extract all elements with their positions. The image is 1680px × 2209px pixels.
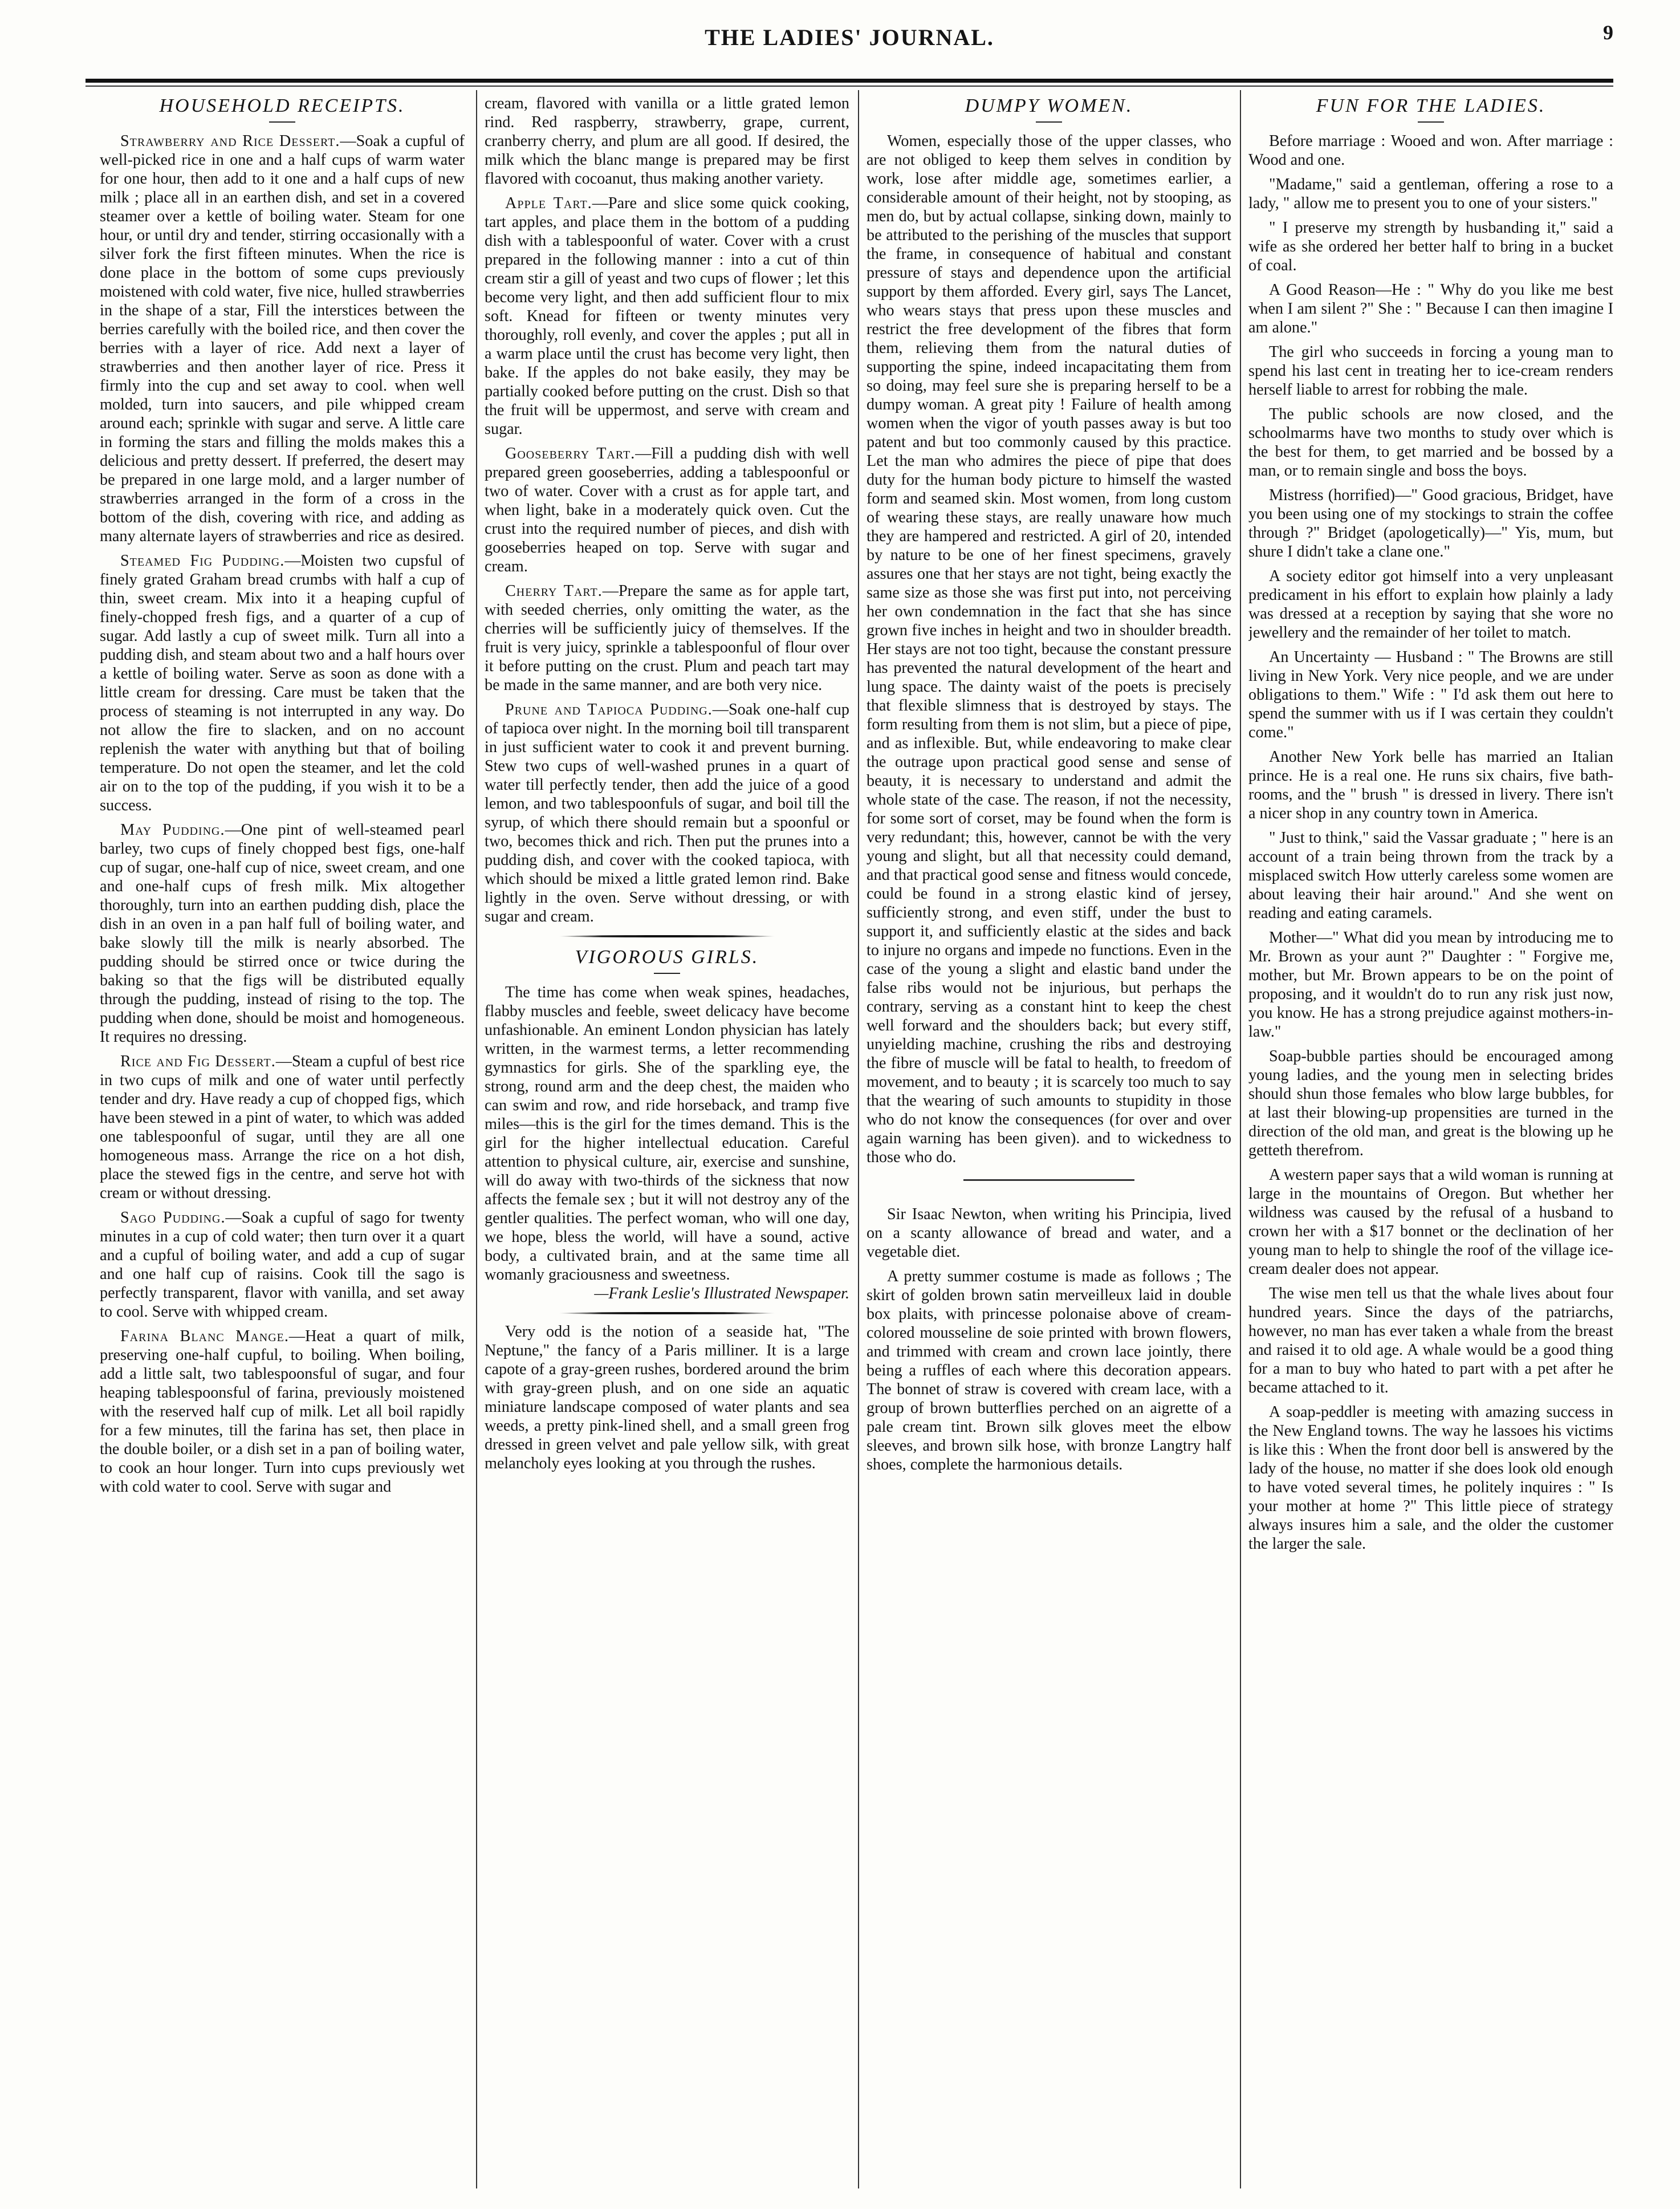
joke-paragraph: An Uncertainty — Husband : " The Browns are still living in New York. Very nice people, and we are under obligations to them." Wife : " I'd ask them out here to spend the summer with us if I was certain they couldn't come." [1248,648,1613,741]
article-text: The time has come when weak spines, headaches, flabby muscles and feeble, sweet delicacy have become unfashionable. An eminent London physician has lately written, in the warmest terms, a letter recommending gymnastics for girls. She of the sparkling eye, the strong, round arm and the deep chest, the maiden who can swim and row, and ride horseback, and tramp five miles—this is the girl for the times demand. This is the girl for the higher intellectual education. Careful attention to physical culture, air, exercise and sunshine, will do away with two-thirds of the sickness that now affects the female sex ; but it will not destroy any of the gentler qualities. The perfect woman, who will one day, we hope, bless the world, will have a sound, active body, a cultivated brain, and at the same time all womanly graciousness and sweetness. [485,984,849,1284]
recipe-text: —Fill a pudding dish with well prepared green gooseberries, adding a tablespoonful or two of water. Cover with a crust as for apple tart, and when light, bake in a moderately quick oven. Cut the crust into the required number of pieces, and dish with gooseberries heaped on top. Serve with sugar and cream. [485,445,849,575]
column-divider [858,90,859,2188]
recipe-text: —Steam a cupful of best rice in two cups of milk and one of water until perfectly tender and dry. Have ready a cup of chopped figs, which have been stewed in a pint of water, to which was added one tablespoonful of sugar, until they are all one homogeneous mass. Arrange the rice on a hot dish, place the stewed figs in the centre, and serve hot with cream or without dressing. [100,1053,465,1202]
joke-paragraph: Mother—" What did you mean by introducing me to Mr. Brown as your aunt ?" Daughter : " Forgive me, mother, but Mr. Brown appears to be on the point of proposing, and it wouldn't do to run any risk just now, you know. He has a strong prejudice against mothers-in-law." [1248,929,1613,1041]
recipe-text: —Prepare the same as for apple tart, with seeded cherries, only omitting the water, as the cherries will be sufficiently juicy of themselves. If the fruit is very juicy, sprinkle a tablespoonful of flour over it before putting on the crust. Plum and peach tart may be made in the same manner, and are both very nice. [485,582,849,694]
joke-paragraph: " I preserve my strength by husbanding it," said a wife as she ordered her better half to bring in a bucket of coal. [1248,219,1613,274]
joke-paragraph: The wise men tell us that the whale lives about four hundred years. Since the days of the patriarchs, however, no man has ever taken a whale from the breast and raised it to old age. A whale would be a good thing for a man to buy who hated to part with a pet after he became attached to it. [1248,1285,1613,1396]
masthead-rule-thick [86,79,1613,83]
recipe-title: Rice and Fig Dessert. [120,1053,276,1070]
joke-paragraph: " Just to think," said the Vassar graduate ; " here is an account of a train being thrown from the track by a misplaced switch How utterly careless some women are about leaving their hair around." And she went on reading and eating caramels. [1248,829,1613,922]
column-fun-for-ladies [1248,94,1613,2187]
column-dumpy-women [867,94,1231,2187]
masthead-rule-thin [86,86,1613,87]
section-heading: DUMPY WOMEN. [965,95,1133,116]
section-heading: VIGOROUS GIRLS. [575,947,759,968]
recipe-continuation: cream, flavored with vanilla or a little grated lemon rind. Red raspberry, strawberry, grape, current, cranberry cherry, and plum are all good. If desired, the milk which the blanc mange is prepared may be first flavored with cocoanut, thus making another variety. [485,95,849,188]
article-text: A pretty summer costume is made as follows ; The skirt of golden brown satin merveilleux laid in double box plaits, with princesse polonaise above of cream-colored mousseline de soie printed with brown flowers, and trimmed with cream and crown lace jointly, there being a ruffles of each where this decoration appears. The bonnet of straw is covered with cream lace, with a group of brown butterflies perched on an aigrette of a pale cream tint. Brown silk gloves meet the elbow sleeves, and brown silk hose, with bronze Langtry half shoes, complete the harmonious details. [867,1268,1231,1473]
recipe-title: Strawberry and Rice Dessert. [120,132,340,150]
recipe-title: Sago Pudding. [120,1209,226,1227]
recipe-title: Apple Tart. [505,194,592,212]
recipe-title: Cherry Tart. [505,582,603,600]
ornament-divider [485,1312,849,1314]
section-heading: FUN FOR THE LADIES. [1316,95,1546,116]
page-number: 9 [1603,21,1613,44]
spacer [867,1193,1231,1205]
heading-rule [1036,121,1062,123]
joke-paragraph: A Good Reason—He : " Why do you like me best when I am silent ?" She : " Because I can then imagine I am alone." [1248,281,1613,336]
recipe-text: —Heat a quart of milk, preserving one-half cupful, to boiling. When boiling, add a little salt, two tablespoonsful of sugar, and four heaping tablespoonsful of farina, previously moistened with the reserved half cup of milk. Let all boil rapidly for a few minutes, till the farina has set, then place in the double boiler, or a dish set in a pan of boiling water, to cook an hour longer. Turn into cups previously wet with cold water to cool. Serve with sugar and [100,1327,465,1496]
joke-paragraph: "Madame," said a gentleman, offering a rose to a lady, " allow me to present you to one of your sisters." [1248,176,1613,212]
ornament-divider [485,935,849,937]
recipe [100,821,465,1046]
recipe [485,582,849,695]
article-text: Very odd is the notion of a seaside hat, "The Neptune," the fancy of a Paris milliner. It is a large capote of a gray-green rushes, bordered around the brim with gray-green plush, and on one side an aquatic miniature landscape composed of water plants and sea weeds, a pretty pink-lined shell, and a small green frog dressed in green velvet and pale yellow silk, with great melancholy eyes looking at you through the rushes. [485,1323,849,1472]
joke-paragraph: A society editor got himself into a very unpleasant predicament in his effort to explain how plainly a lady was dressed at a reception by saying that she wore no jewellery and the remainder of her toilet to match. [1248,567,1613,641]
recipe-text: —Soak a cupful of sago for twenty minutes in a cup of cold water; then turn over it a quart and a cupful of boiling water, and add a cup of sugar and one half cup of raisins. Cook till the sago is perfectly transparent, flavor with vanilla, and set away to cool. Serve with whipped cream. [100,1209,465,1321]
masthead [86,23,1613,57]
recipe-title: Gooseberry Tart. [505,445,636,462]
joke-paragraph: A soap-peddler is meeting with amazing success in the New England towns. The way he lassoes his victims is like this : When the front door bell is answered by the lady of the house, no matter if she does look old enough to have voted several times, he politely inquires : " Is your mother at home ?" This little piece of strategy always insures him a sale, and the older the customer the larger the sale. [1248,1403,1613,1553]
section-separator [963,1179,1134,1181]
joke-paragraph: Another New York belle has married an Italian prince. He is a real one. He runs six chairs, five bath-rooms, and the " brush " is dressed in livery. There isn't a nicer shop in any country town in America. [1248,748,1613,822]
column-recipes-continued [485,94,849,2187]
article-text: Women, especially those of the upper classes, who are not obliged to keep them selves in condition by work, lose after middle age, sometimes earlier, a considerable amount of their height, not by stooping, as men do, but by actual collapse, sinking down, mainly to be attributed to the perishing of the muscles that support the frame, in consequence of habitual and constant pressure of stays and dependence upon the artificial support by them afforded. Every girl, says The Lancet, who wears stays that press upon these muscles and restrict the free development of the fibres that form them, relieving them from the natural duties of supporting the spine, indeed incapacitating them from so doing, may feel sure she is preparing herself to be a dumpy woman. A great pity ! Failure of health among women when the vigor of youth passes away is but too patent and but too commonly caused by this practice. Let the man who admires the piece of pipe that does duty for the human body picture to himself the wasted form and seamed skin. Most women, from long custom of wearing these stays, are really unaware how much they are hampered and restricted. A girl of 20, intended by nature to be one of her finest specimens, gravely assures one that her stays are not tight, being exactly the same size as those she was first put into, not perceiving her own condemnation in the fact that she has since grown five inches in height and two in shoulder breadth. Her stays are not too tight, because the constant pressure has prevented the natural development of the heart and lung space. The dainty waist of the poets is precisely that flexible slimness that is destroyed by stays. The form resulting from them is not slim, but a piece of pipe, and as inflexible. But, while endeavoring to make clear the outrage upon practical good sense and sense of beauty, it is necessary to understand and admit the whole state of the case. The reason, if not the necessity, for some sort of corset, may be found when the form is very redundant; this, however, cannot be with the very young and slight, but all that necessity could demand, and that practical good sense and fitness would concede, could be found in a strong elastic kind of jersey, sufficiently strong, and even stiff, under the bust to support it, and sufficiently elastic at the sides and back to injure no organs and impede no functions. Even in the case of the young a slight and elastic band under the false ribs would not be injurious, but perhaps the contrary, serving as a constant hint to keep the chest well forward and the shoulders back; but every stiff, unyielding machine, crushing the ribs and destroying the fibre of muscle will be fatal to health, to freedom of movement, and to beauty ; it is scarcely too much to say that the wearing of such amounts to stupidity in those who do not know the consequences (for over and over again warning has been given). and to wickedness to those who do. [867,132,1231,1166]
joke-paragraph: A western paper says that a wild woman is running at large in the mountains of Oregon. But whether her wildness was caused by the refusal of a husband to crown her with a $17 bonnet or the declination of her young man to help to shingle the roof of the village ice-cream dealer does not appear. [1248,1166,1613,1278]
column-household-receipts [100,94,465,2187]
joke-paragraph: Mistress (horrified)—" Good gracious, Bridget, have you been using one of my stockings to strain the coffee through ?" Bridget (apologetically)—" Yis, mum, but shure I didn't take a clane one." [1248,486,1613,561]
recipe-text: —Pare and slice some quick cooking, tart apples, and place them in the bottom of a pudding dish with a tablespoonful of water. Cover with a crust prepared in the following manner : into a cut of thin cream stir a gill of yeast and two cups of flower ; let this become very light, and then add sufficient flour to mix soft. Knead for fifteen or twenty minutes very thoroughly, roll evenly, and cover the apples ; put all in a warm place until the crust has become very light, then bake. If the apples do not bake easily, they may be partially cooked before putting on the crust. Dish so that the fruit will be uppermost, and serve with cream and sugar. [485,194,849,438]
joke-paragraph: Soap-bubble parties should be encouraged among young ladies, and the young men in selecting brides should shun those females who blow large bubbles, for at last their blowing-up propensities are turned in the direction of the old man, and great is the blowing up he getteth therefrom. [1248,1047,1613,1159]
article-text: Sir Isaac Newton, when writing his Principia, lived on a scanty allowance of bread and water, and a vegetable diet. [867,1205,1231,1261]
recipe-title: Prune and Tapioca Pudding. [505,701,713,718]
recipe [100,551,465,815]
joke-paragraph: Before marriage : Wooed and won. After marriage : Wood and one. [1248,132,1613,169]
recipe [100,1208,465,1321]
article-source: —Frank Leslie's Illustrated Newspaper. [594,1285,849,1302]
recipe [485,700,849,926]
recipe [485,444,849,576]
recipe [485,194,849,438]
column-divider [476,90,477,2188]
recipe-title: May Pudding. [120,821,225,839]
recipe-text: —Moisten two cupsful of finely grated Graham bread crumbs with half a cup of thin, sweet cream. Mix into it a heaping cupful of finely-chopped fresh figs, and a quarter of a cup of sugar. Add lastly a cup of sweet milk. Turn all into a pudding dish, and steam about two and a half hours over a kettle of boiling water. Serve as soon as done with a little cream for dressing. Care must be taken that the process of steaming is not interrupted in any way. Do not allow the fire to slacken, and on no account replenish the water with anything but that of boiling temperature. Do not open the steamer, and let the cold air on to the top of the pudding, if you wish it to be a success. [100,552,465,814]
recipe-text: —One pint of well-steamed pearl barley, two cups of finely chopped best figs, one-half cup of sugar, one-half cup of nice, sweet cream, and one and one-half cups of fresh milk. Mix altogether thoroughly, turn into an earthen pudding dish, place the dish in an oven in a pan half full of boiling water, and bake slowly till the milk is nearly absorbed. The pudding should be stirred once or twice during the baking so that the figs will be distributed equally through the pudding, instead of rising to the top. The pudding when done, should be moist and homogeneous. It requires no dressing. [100,821,465,1046]
recipe-text: —Soak one-half cup of tapioca over night. In the morning boil till transparent in just sufficient water to cook it and prevent burning. Stew two cups of well-washed prunes in a quart of water till perfectly tender, then add the juice of a good lemon, and two tablespoonfuls of sugar, and boil till the syrup, of which there should remain but a spoonful or two, becomes thick and rich. Then put the prunes into a pudding dish, and cover with the cooked tapioca, with which should be mixed a little grated lemon rind. Bake lightly in the oven. Serve without dressing, or with sugar and cream. [485,701,849,925]
heading-rule [269,121,295,123]
recipe-title: Steamed Fig Pudding. [120,552,285,570]
recipe [100,132,465,546]
recipe [100,1052,465,1203]
section-heading: HOUSEHOLD RECEIPTS. [159,95,405,116]
recipe [100,1327,465,1496]
column-divider [1240,90,1241,2188]
heading-rule [1418,121,1444,123]
joke-paragraph: The public schools are now closed, and the schoolmarms have two months to study over which is the best for them, to get married and be bossed by a man, or to remain single and boss the boys. [1248,405,1613,480]
recipe-text: —Soak a cupful of well-picked rice in one and a half cups of warm water for one hour, then add to it one and a half cups of new milk ; place all in an earthen dish, and set in a covered steamer over a kettle of boiling water. Steam for one hour, or until dry and tender, stirring occasionally with a silver fork the first fifteen minutes. When the rice is done place in the bottom of some cups previously moistened with cold water, five nice, hulled strawberries in the shape of a star, Fill the interstices between the berries carefully with the boiled rice, and then cover the berries with a layer of rice. Add next a layer of strawberries and then another layer of rice. Press it firmly into the cup and set away to cool. when well molded, turn into saucers, and pile whipped cream around each; sprinkle with sugar and serve. A little care in forming the stars and filling the molds makes this a delicious and pretty dessert. If preferred, the desert may be prepared in one large mold, and a larger number of strawberries arranged in the form of a cross in the bottom of the dish, covering with rice, and adding as many alternate layers of strawberries and rice as desired. [100,132,465,545]
heading-rule [654,973,680,974]
joke-paragraph: The girl who succeeds in forcing a young man to spend his last cent in treating her to ice-cream renders herself liable to arrest for robbing the male. [1248,343,1613,399]
journal-title: THE LADIES' JOURNAL. [705,25,994,50]
recipe-title: Farina Blanc Mange. [120,1327,289,1345]
